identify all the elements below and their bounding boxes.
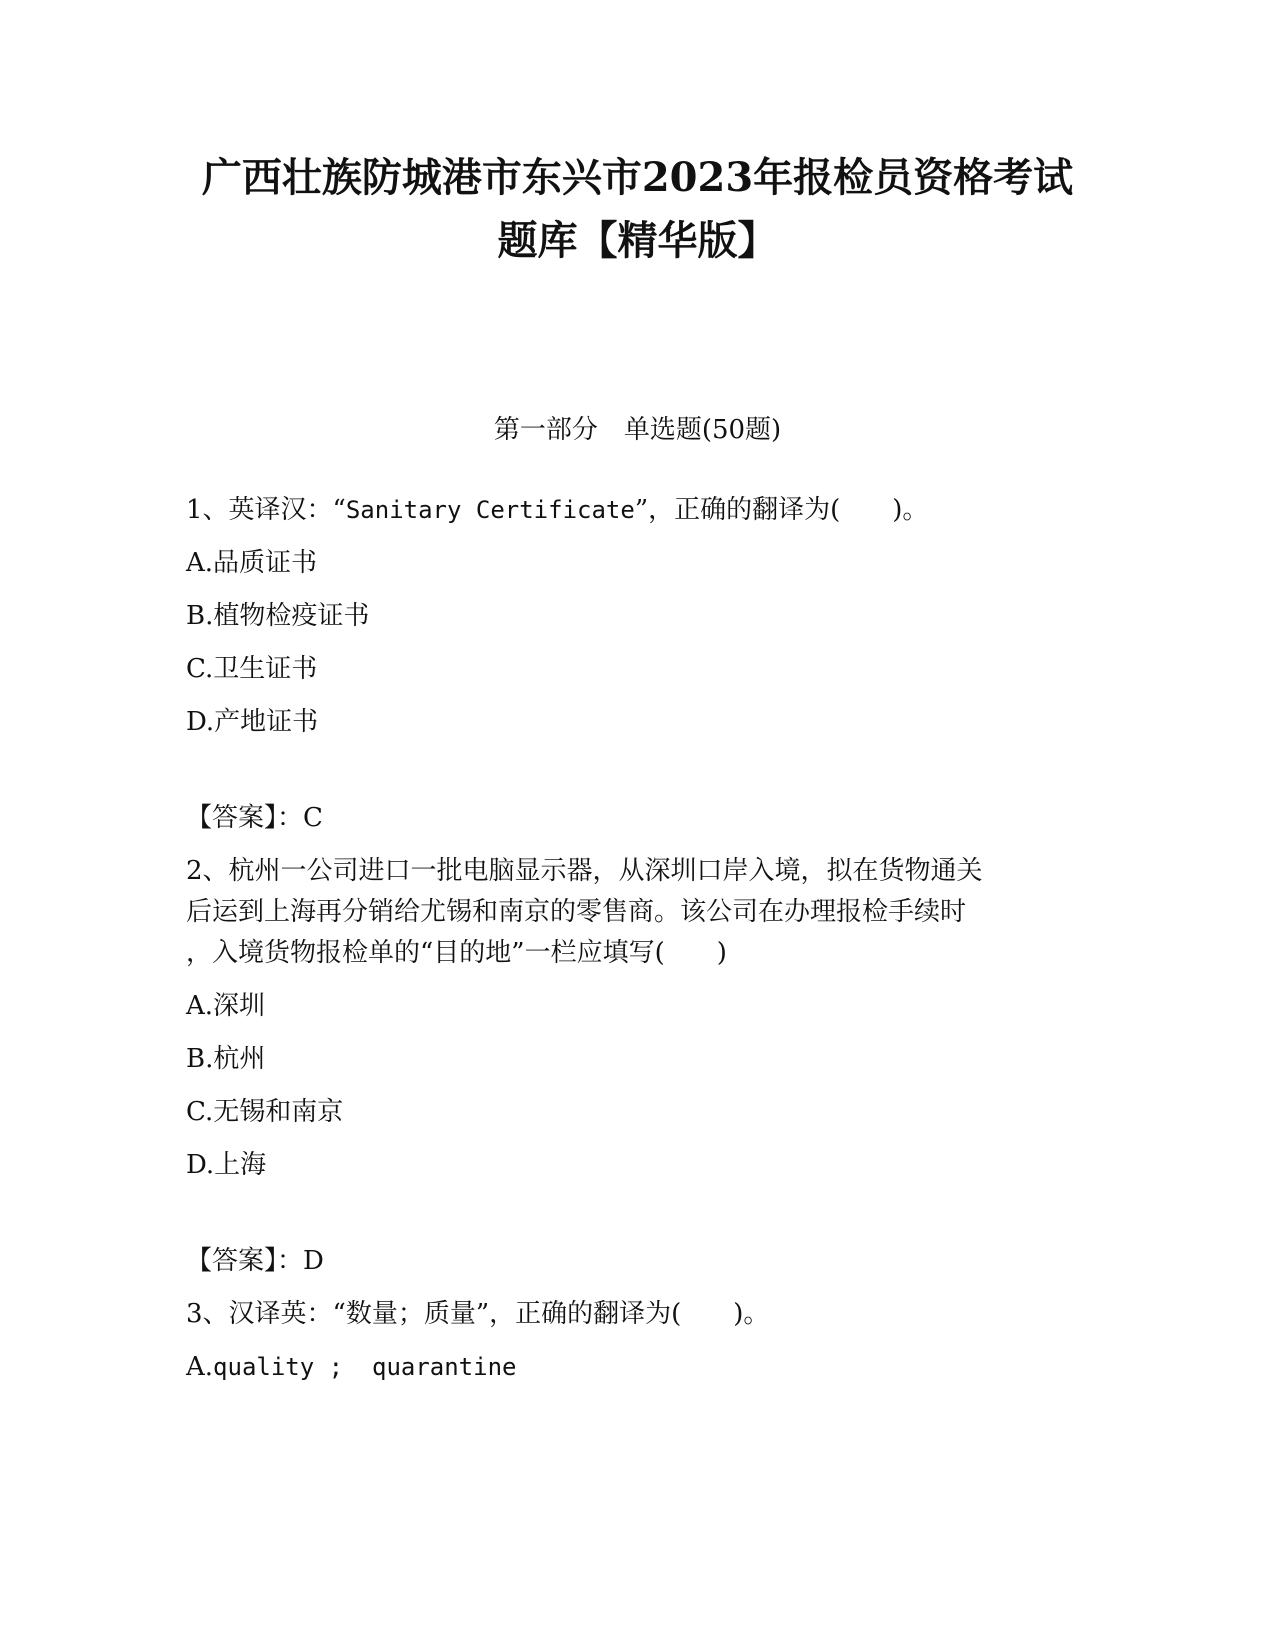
question-2-option-b: B.杭州 <box>186 1044 266 1074</box>
question-1-option-b: B.植物检疫证书 <box>186 601 370 631</box>
question-1-stem <box>186 492 928 528</box>
question-2-option-c: C.无锡和南京 <box>186 1097 344 1127</box>
question-2-stem-line-3: ，入境货物报检单的“目的地”一栏应填写( ) <box>186 938 727 968</box>
question-1-option-d: D.产地证书 <box>186 707 319 737</box>
question-1-option-c: C.卫生证书 <box>186 654 318 684</box>
question-1-stem-suffix: ”，正确的翻译为( )。 <box>634 495 929 525</box>
question-1-stem-prefix: 1、英译汉：“ <box>186 495 346 525</box>
question-2-stem-line-2: 后运到上海再分销给尤锡和南京的零售商。该公司在办理报检手续时 <box>186 897 967 927</box>
question-3-option-a <box>186 1349 516 1385</box>
question-3-option-a-term: quality ; quarantine <box>213 1353 517 1381</box>
question-2-option-d: D.上海 <box>186 1150 267 1180</box>
question-1-answer: 【答案】：C <box>186 803 323 833</box>
document-title-line-1: 广西壮族防城港市东兴市2023年报检员资格考试 <box>201 154 1074 201</box>
question-3-stem: 3、汉译英：“数量；质量”，正确的翻译为( )。 <box>186 1299 770 1329</box>
document-title-line-2: 题库【精华版】 <box>497 217 778 264</box>
question-2-answer: 【答案】：D <box>186 1246 324 1276</box>
question-2-option-a: A.深圳 <box>186 991 266 1021</box>
question-1-stem-term: Sanitary Certificate <box>345 496 635 524</box>
question-2-stem-line-1: 2、杭州一公司进口一批电脑显示器，从深圳口岸入境，拟在货物通关 <box>186 856 983 886</box>
section-heading: 第一部分 单选题(50题) <box>493 415 782 445</box>
question-3-option-a-prefix: A. <box>186 1352 214 1382</box>
question-1-option-a: A.品质证书 <box>186 548 318 578</box>
